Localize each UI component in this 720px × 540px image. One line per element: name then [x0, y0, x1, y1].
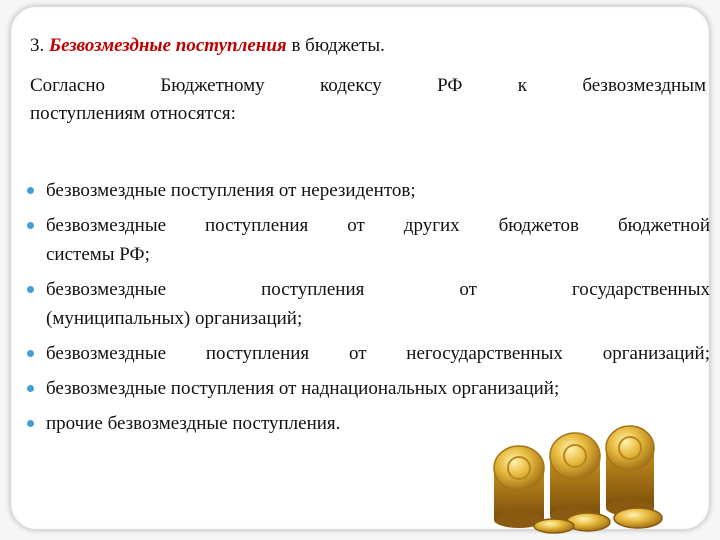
- bullet-text-continued: (муниципальных) организаций;: [46, 308, 303, 329]
- gold-coins-icon: [488, 418, 678, 536]
- bullet-item: [22, 339, 710, 368]
- bullet-text: безвозмездные поступления от государственных: [46, 279, 710, 300]
- intro-line-2: поступлениям относятся:: [30, 103, 236, 124]
- slide-title: [30, 35, 385, 57]
- title-rest: в бюджеты.: [291, 35, 385, 56]
- bullet-text: безвозмездные поступления от других бюджетов бюджетной: [46, 215, 710, 236]
- bullet-dot-icon: [27, 187, 34, 194]
- bullet-item: [22, 275, 710, 333]
- bullet-list: [22, 176, 710, 444]
- coin-stack: [606, 426, 654, 516]
- bullet-text: прочие безвозмездные поступления.: [46, 413, 341, 434]
- bullet-item: [22, 211, 710, 269]
- coin-stack: [494, 446, 544, 528]
- coin-stack: [550, 433, 600, 524]
- bullet-item: [22, 176, 710, 205]
- bullet-text-continued: системы РФ;: [46, 244, 150, 265]
- intro-line-1: Согласно Бюджетному кодексу РФ к безвозмездным: [30, 75, 706, 96]
- bullet-text: безвозмездные поступления от нерезидентов;: [46, 180, 416, 201]
- bullet-dot-icon: [27, 385, 34, 392]
- bullet-dot-icon: [27, 222, 34, 229]
- bullet-text: безвозмездные поступления от наднациональных организаций;: [46, 378, 560, 399]
- bullet-dot-icon: [27, 286, 34, 293]
- bullet-dot-icon: [27, 420, 34, 427]
- title-highlight: Безвозмездные поступления: [49, 35, 287, 56]
- title-number: 3.: [30, 35, 45, 56]
- bullet-text: безвозмездные поступления от негосударственных организаций;: [46, 343, 710, 364]
- bullet-item: [22, 374, 710, 403]
- bullet-dot-icon: [27, 350, 34, 357]
- intro-paragraph: [30, 72, 706, 128]
